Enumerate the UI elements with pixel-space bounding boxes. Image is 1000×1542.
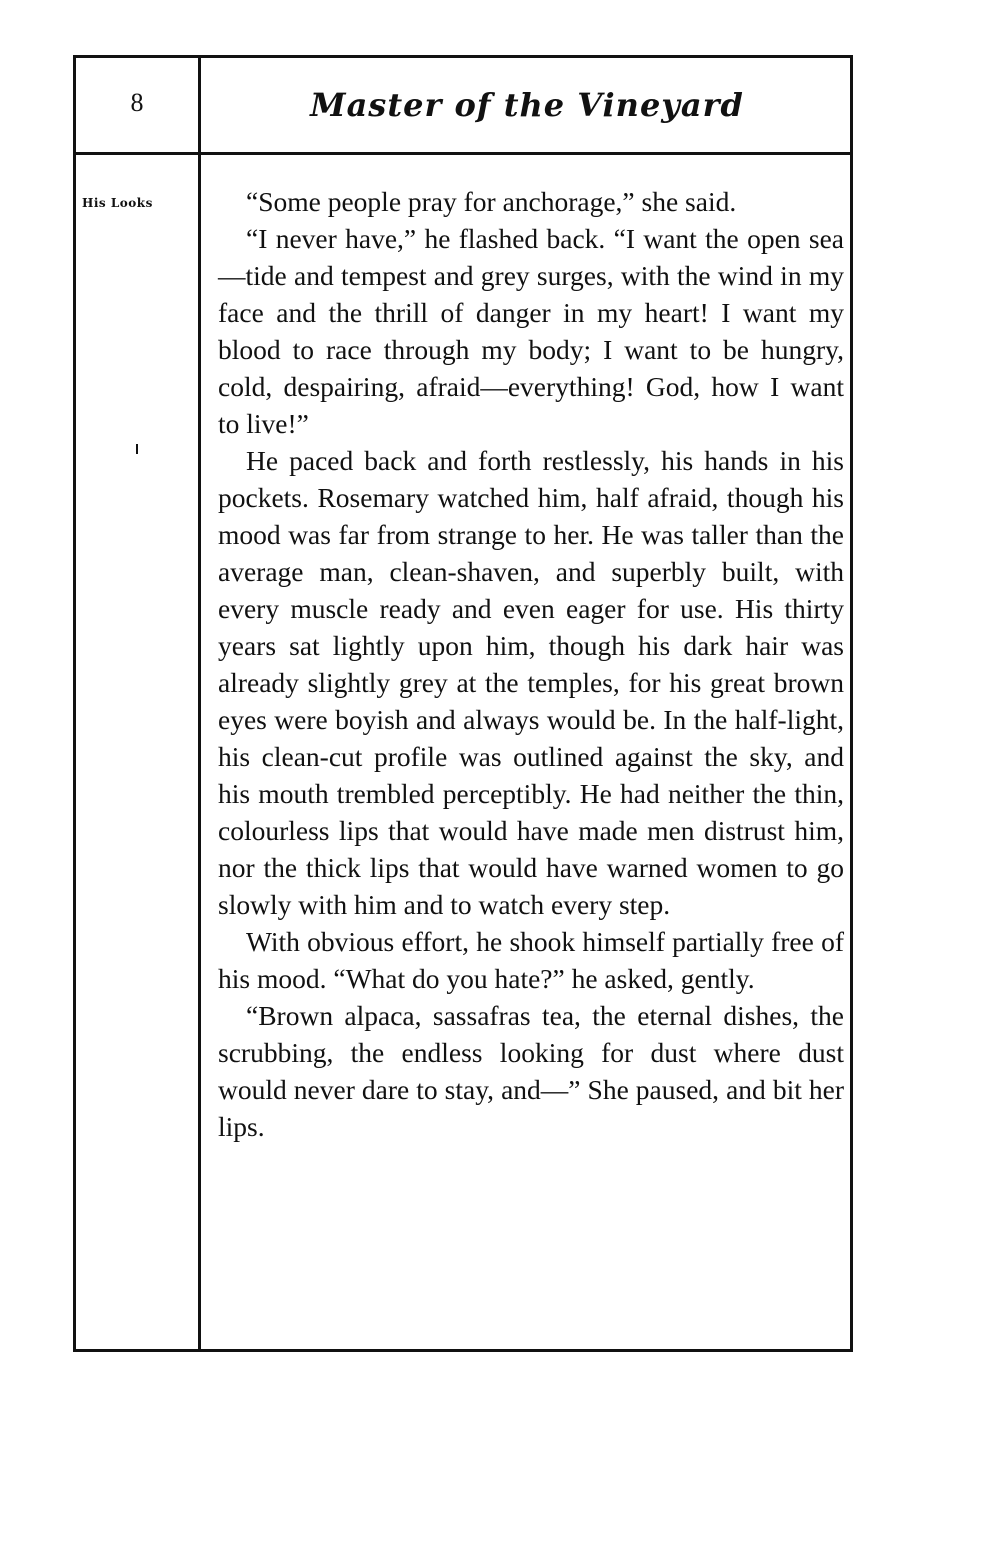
paragraph: “I never have,” he flashed back. “I want the open sea—tide and tempest and grey surges, with the wind in my face and the thrill of danger in my heart! I want my blood to race through my body; I want to be hungry, cold, despairing, afraid—everything! God, how I want to live!”: [218, 223, 844, 439]
running-title: Master of the Vineyard: [310, 86, 744, 124]
stray-print-mark: [136, 444, 138, 454]
page-number: 8: [130, 88, 144, 117]
body-text: [218, 183, 844, 1145]
page-frame: [73, 55, 853, 1352]
header-rule: [76, 152, 850, 155]
paragraph: “Some people pray for anchorage,” she said.: [246, 186, 737, 217]
paragraph: “Brown alpaca, sassafras tea, the eternal dishes, the scrubbing, the endless looking for dust where dust would never dare to stay, and—” She paused, and bit her lips.: [218, 1000, 844, 1142]
margin-column-rule: [198, 58, 201, 1349]
margin-side-note: His Looks: [82, 196, 153, 210]
paragraph: With obvious effort, he shook himself partially free of his mood. “What do you hate?” he asked, gently.: [218, 926, 844, 994]
paragraph: He paced back and forth restlessly, his hands in his pockets. Rosemary watched him, half afraid, though his mood was far from strange to her. He was taller than the average man, clean-shaven, and superbly built, with every muscle ready and even eager for use. His thirty years sat lightly upon him, though his dark hair was already slightly grey at the temples, for his great brown eyes were boyish and always would be. In the half-light, his clean-cut profile was outlined against the sky, and his mouth trembled perceptibly. He had neither the thin, colourless lips that would have made men distrust him, nor the thick lips that would have warned women to go slowly with him and to watch every step.: [218, 445, 844, 920]
